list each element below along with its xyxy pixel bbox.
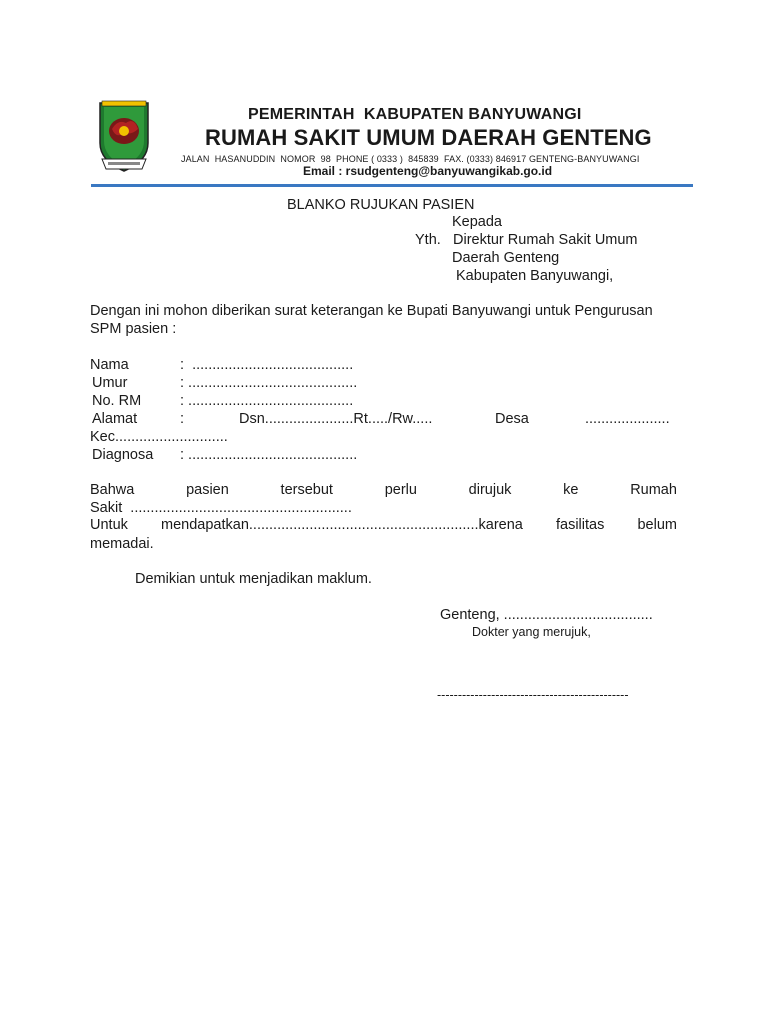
recipient-line3: Kabupaten Banyuwangi, [456, 268, 614, 284]
statement-word: ke [563, 482, 579, 498]
statement-word: belum [637, 517, 677, 533]
statement-word: mendapatkan.........................................................karena [161, 517, 523, 533]
statement-word: Untuk [90, 517, 128, 533]
statement-word: Bahwa [90, 482, 135, 498]
recipient-line1: Direktur Rumah Sakit Umum [453, 232, 638, 248]
field-diagnosa-value: : .......................................... [180, 447, 358, 463]
field-nama-label: Nama [90, 357, 129, 373]
field-alamat-colon: : [180, 411, 185, 427]
field-diagnosa-label: Diagnosa [92, 447, 154, 463]
field-alamat-dsn: Dsn......................Rt...../Rw..... [239, 411, 433, 427]
statement-line2: Sakit ....................................................... [90, 500, 352, 516]
field-nama-value: : ........................................ [180, 357, 354, 373]
place-date: Genteng, ..................................... [440, 607, 653, 623]
letterhead-email: Email : rsudgenteng@banyuwangikab.go.id [303, 164, 553, 178]
statement-word: perlu [384, 482, 417, 498]
letterhead-government: PEMERINTAH KABUPATEN BANYUWANGI [248, 106, 582, 123]
field-umur-value: : .......................................... [180, 375, 358, 391]
closing-text: Demikian untuk menjadikan maklum. [135, 571, 372, 587]
statement-word: dirujuk [468, 482, 512, 498]
signer-title: Dokter yang merujuk, [472, 625, 591, 639]
form-title: BLANKO RUJUKAN PASIEN [287, 197, 475, 213]
statement-line4: memadai. [90, 536, 154, 552]
field-alamat-label: Alamat [92, 411, 138, 427]
field-norm-value: : ......................................... [180, 393, 354, 409]
letterhead-divider [91, 184, 693, 187]
field-umur-label: Umur [92, 375, 128, 391]
recipient-line2: Daerah Genteng [452, 250, 560, 266]
statement-word: Rumah [630, 482, 677, 498]
statement-line1 [90, 482, 677, 498]
signature-line: ---------------------------------------------- [437, 688, 629, 702]
field-kec: Kec............................ [90, 429, 228, 445]
field-norm-label: No. RM [92, 393, 142, 409]
statement-word: pasien [186, 482, 229, 498]
field-alamat-desa-dots: ..................... [585, 411, 670, 427]
letterhead-address: JALAN HASANUDDIN NOMOR 98 PHONE ( 0333 ) 845839 FAX. (0333) 846917 GENTENG-BANYUWANGI [181, 154, 640, 164]
statement-word: fasilitas [555, 517, 605, 533]
recipient-kepada: Kepada [452, 214, 502, 230]
statement-word: tersebut [280, 482, 333, 498]
intro-line1: Dengan ini mohon diberikan surat keterangan ke Bupati Banyuwangi untuk Pengurusan [90, 303, 653, 319]
recipient-yth: Yth. [415, 232, 441, 248]
statement-line3 [90, 517, 677, 533]
intro-line2: SPM pasien : [90, 321, 177, 337]
letterhead-hospital-name: RUMAH SAKIT UMUM DAERAH GENTENG [205, 125, 652, 150]
banyuwangi-emblem-logo [94, 99, 154, 175]
field-alamat-desa: Desa [495, 411, 529, 427]
